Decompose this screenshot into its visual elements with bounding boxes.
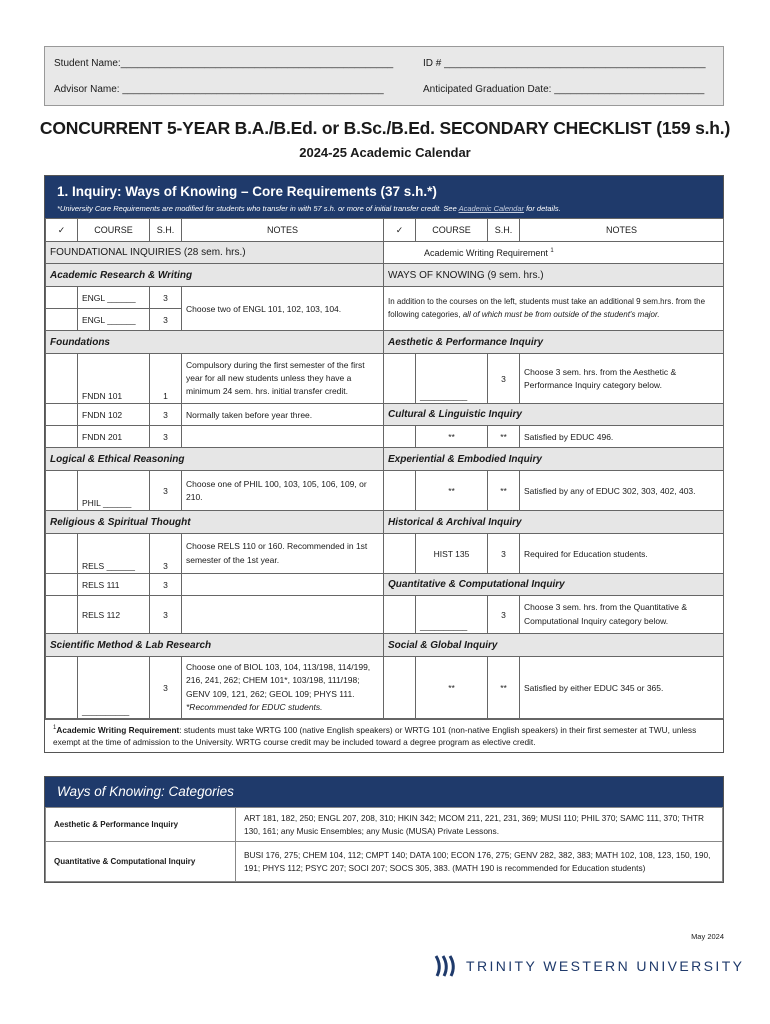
section-header bbox=[45, 176, 723, 218]
rels-note: Choose RELS 110 or 160. Recommended in 1st semester of the 1st year. bbox=[182, 534, 384, 574]
scientific-course-blank[interactable]: __________ bbox=[78, 657, 150, 719]
category-academic-research: Academic Research & Writing bbox=[46, 264, 384, 287]
page-subtitle: 2024-25 Academic Calendar bbox=[299, 145, 471, 160]
experiential-course: ** bbox=[416, 471, 488, 511]
checkbox[interactable] bbox=[46, 354, 78, 404]
notes-header: NOTES bbox=[520, 219, 724, 242]
checkbox[interactable] bbox=[46, 426, 78, 448]
sh-value: 3 bbox=[150, 534, 182, 574]
rels112-note bbox=[182, 596, 384, 634]
check-header: ✓ bbox=[384, 219, 416, 242]
requirements-table bbox=[45, 218, 724, 719]
categories-table bbox=[45, 807, 723, 882]
check-header: ✓ bbox=[46, 219, 78, 242]
category-experiential: Experiential & Embodied Inquiry bbox=[384, 448, 724, 471]
sh-value: ** bbox=[488, 426, 520, 448]
category-aesthetic: Aesthetic & Performance Inquiry bbox=[384, 331, 724, 354]
aesthetic-category-list: ART 181, 182, 250; ENGL 207, 208, 310; HKIN 342; MCOM 211, 221, 231, 369; MUSI 110; PHIL 370; SAMC 111, 370; THTR 130, 161; any Music Ensembles; any Music (MUSA) Private Lessons. bbox=[236, 808, 723, 842]
category-logical: Logical & Ethical Reasoning bbox=[46, 448, 384, 471]
academic-calendar-link[interactable]: Academic Calendar bbox=[458, 204, 525, 213]
graduation-date-field[interactable]: Anticipated Graduation Date: ___________________________ bbox=[423, 83, 705, 95]
course-header: COURSE bbox=[78, 219, 150, 242]
checkbox[interactable] bbox=[384, 471, 416, 511]
sh-header: S.H. bbox=[488, 219, 520, 242]
twu-logo-icon bbox=[432, 953, 458, 979]
section-note: *University Core Requirements are modified for students who transfer in with 57 s.h. or more of initial transfer credit. See Academic Calendar for details. bbox=[57, 204, 561, 213]
twu-logo bbox=[432, 952, 744, 980]
footnote: $^1$Academic Writing Requirement: students must take WRTG 100 (native English speakers) or WRTG 101 (non-native English speakers) in their first semester at TWU, unless exempt at the time of admission to the University. WRTG course credit may be included toward a degree program as elective credit. bbox=[45, 719, 723, 752]
checkbox[interactable] bbox=[384, 657, 416, 719]
sh-value: 3 bbox=[150, 574, 182, 596]
sh-value: ** bbox=[488, 657, 520, 719]
ways-of-knowing-heading: WAYS OF KNOWING (9 sem. hrs.) bbox=[384, 264, 724, 287]
course-phil[interactable]: PHIL ______ bbox=[78, 471, 150, 511]
course-fndn-201: FNDN 201 bbox=[78, 426, 150, 448]
category-religious: Religious & Spiritual Thought bbox=[46, 511, 384, 534]
course-rels[interactable]: RELS ______ bbox=[78, 534, 150, 574]
checkbox[interactable] bbox=[384, 596, 416, 634]
sh-value: 3 bbox=[150, 657, 182, 719]
course-engl-1[interactable]: ENGL ______ bbox=[78, 287, 150, 309]
checkbox[interactable] bbox=[46, 309, 78, 331]
sh-value: 3 bbox=[488, 534, 520, 574]
social-note: Satisfied by either EDUC 345 or 365. bbox=[520, 657, 724, 719]
twu-logo-text: TRINITY WESTERN UNIVERSITY bbox=[466, 958, 745, 974]
sh-value: 3 bbox=[150, 596, 182, 634]
experiential-note: Satisfied by any of EDUC 302, 303, 402, 403. bbox=[520, 471, 724, 511]
cultural-course: ** bbox=[416, 426, 488, 448]
rels111-note bbox=[182, 574, 384, 596]
course-fndn-101: FNDN 101 bbox=[78, 354, 150, 404]
notes-header: NOTES bbox=[182, 219, 384, 242]
sh-value: 3 bbox=[150, 287, 182, 309]
aesthetic-course-blank[interactable]: __________ bbox=[416, 354, 488, 404]
checkbox[interactable] bbox=[46, 404, 78, 426]
checkbox[interactable] bbox=[46, 471, 78, 511]
checkbox[interactable] bbox=[46, 574, 78, 596]
checkbox[interactable] bbox=[46, 534, 78, 574]
quantitative-category-list: BUSI 176, 275; CHEM 104, 112; CMPT 140; DATA 100; ECON 176, 275; GENV 282, 382, 383; MATH 102, 108, 123, 150, 190, 191; PHYS 112; PSYC 207; SOCI 207; SOCS 305, 383. (MATH 190 is recommended for Education students) bbox=[236, 842, 723, 882]
section-title: 1. Inquiry: Ways of Knowing – Core Requirements (37 s.h.*) bbox=[57, 184, 437, 199]
categories-section bbox=[44, 776, 724, 883]
student-name-field[interactable]: Student Name:_________________________________________________ bbox=[54, 57, 394, 69]
fndn101-note: Compulsory during the first semester of the first year for all new students unless they have a minimum 24 sem. hrs. initial transfer credit. bbox=[182, 354, 384, 404]
foundational-inquiries-heading: FOUNDATIONAL INQUIRIES (28 sem. hrs.) bbox=[46, 242, 384, 264]
sh-value: 3 bbox=[150, 471, 182, 511]
sh-header: S.H. bbox=[150, 219, 182, 242]
phil-note: Choose one of PHIL 100, 103, 105, 106, 109, or 210. bbox=[182, 471, 384, 511]
sh-value: 3 bbox=[150, 426, 182, 448]
core-requirements-section bbox=[44, 175, 724, 753]
ways-of-knowing-note: In addition to the courses on the left, students must take an additional 9 sem.hrs. from the following categories, all of which must be from outside of the student's major. bbox=[384, 287, 724, 331]
social-course: ** bbox=[416, 657, 488, 719]
cultural-note: Satisfied by EDUC 496. bbox=[520, 426, 724, 448]
sh-value: 1 bbox=[150, 354, 182, 404]
sh-value: 3 bbox=[488, 354, 520, 404]
category-quantitative: Quantitative & Computational Inquiry bbox=[384, 574, 724, 596]
course-rels-112: RELS 112 bbox=[78, 596, 150, 634]
scientific-note: Choose one of BIOL 103, 104, 113/198, 114/199, 216, 241, 262; CHEM 101*, 103/198, 111/198; GENV 109, 121, 262; GEOL 109; PHYS 111. *Recommended for EDUC students. bbox=[182, 657, 384, 719]
category-cultural: Cultural & Linguistic Inquiry bbox=[384, 404, 724, 426]
categories-title: Ways of Knowing: Categories bbox=[45, 777, 723, 807]
course-hist-135: HIST 135 bbox=[416, 534, 488, 574]
checkbox[interactable] bbox=[46, 287, 78, 309]
course-header: COURSE bbox=[416, 219, 488, 242]
page-title: CONCURRENT 5-YEAR B.A./B.Ed. or B.Sc./B.Ed. SECONDARY CHECKLIST (159 s.h.) bbox=[39, 118, 731, 138]
course-rels-111: RELS 111 bbox=[78, 574, 150, 596]
sh-value: ** bbox=[488, 471, 520, 511]
checkbox[interactable] bbox=[384, 354, 416, 404]
fndn201-note bbox=[182, 426, 384, 448]
checkbox[interactable] bbox=[384, 426, 416, 448]
checkbox[interactable] bbox=[46, 657, 78, 719]
quantitative-course-blank[interactable]: __________ bbox=[416, 596, 488, 634]
engl-note: Choose two of ENGL 101, 102, 103, 104. bbox=[182, 287, 384, 331]
category-historical: Historical & Archival Inquiry bbox=[384, 511, 724, 534]
checkbox[interactable] bbox=[384, 534, 416, 574]
course-engl-2[interactable]: ENGL ______ bbox=[78, 309, 150, 331]
checkbox[interactable] bbox=[46, 596, 78, 634]
document-date: May 2024 bbox=[691, 932, 724, 941]
quantitative-note: Choose 3 sem. hrs. from the Quantitative & Computational Inquiry category below. bbox=[520, 596, 724, 634]
fndn102-note: Normally taken before year three. bbox=[182, 404, 384, 426]
sh-value: 3 bbox=[150, 309, 182, 331]
aesthetic-note: Choose 3 sem. hrs. from the Aesthetic & Performance Inquiry category below. bbox=[520, 354, 724, 404]
sh-value: 3 bbox=[150, 404, 182, 426]
sh-value: 3 bbox=[488, 596, 520, 634]
hist-note: Required for Education students. bbox=[520, 534, 724, 574]
aesthetic-category-label: Aesthetic & Performance Inquiry bbox=[46, 808, 236, 842]
category-social: Social & Global Inquiry bbox=[384, 634, 724, 657]
advisor-name-field[interactable]: Advisor Name: _______________________________________________ bbox=[54, 83, 384, 95]
course-fndn-102: FNDN 102 bbox=[78, 404, 150, 426]
category-scientific: Scientific Method & Lab Research bbox=[46, 634, 384, 657]
quantitative-category-label: Quantitative & Computational Inquiry bbox=[46, 842, 236, 882]
student-info-box bbox=[44, 46, 724, 106]
academic-writing-requirement: Academic Writing Requirement $^1$ bbox=[384, 242, 724, 264]
id-field[interactable]: ID # _______________________________________________ bbox=[423, 57, 706, 69]
category-foundations: Foundations bbox=[46, 331, 384, 354]
